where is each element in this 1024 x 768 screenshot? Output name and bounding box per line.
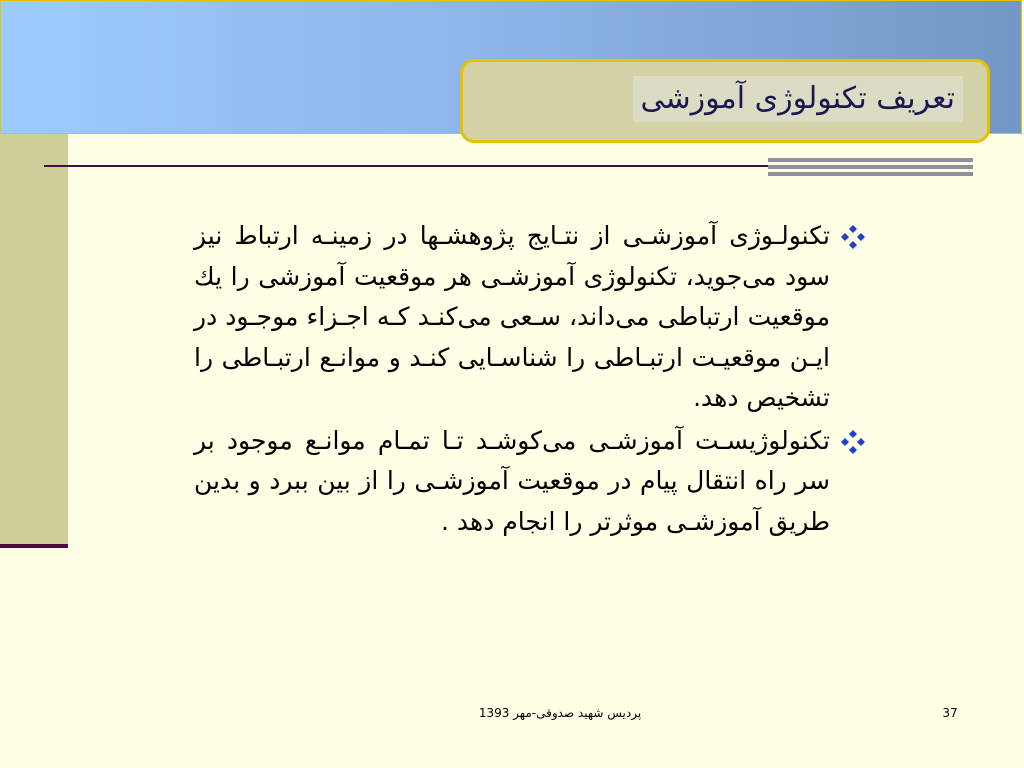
footer-text: پردیس شهید صدوقی-مهر 1393: [478, 706, 642, 720]
slide-content: [192, 216, 872, 686]
title-underline: [44, 165, 774, 167]
bullet-text: تکنولـوژی آموزشـی از نتـایج پژوهشـها در زمینـه ارتباط نیز سود می‌جوید، تکنولوژی آموزشـی هر موقعیت آموزشی را یك موقعیت ارتباطی می‌داند، سـعی می‌کنـد کـه اجـزاء موجـود در ایـن موقعیـت ارتبـاطی را شناسـایی کنـد و موانـع ارتبـاطی را تشخیص دهد.: [194, 221, 830, 412]
four-diamond-bullet-icon: [840, 429, 866, 455]
page-number: 37: [942, 706, 958, 720]
bullet-item: [192, 421, 872, 543]
bullet-text: تکنولوژیسـت آموزشـی می‌کوشـد تـا تمـام موانـع موجود بر سر راه انتقال پیام در موقعیت آموزشـی را از بین ببرد و بدین طریق آموزشـی موثرتر را انجام دهد .: [194, 425, 830, 536]
side-accent-line: [0, 544, 68, 548]
bullet-item: [192, 216, 872, 419]
slide-title-box: [460, 59, 990, 143]
side-band: [0, 134, 68, 544]
four-diamond-bullet-icon: [840, 224, 866, 250]
title-stripes: [768, 158, 973, 178]
slide-title: تعریف تکنولوژی آموزشی: [633, 76, 963, 122]
